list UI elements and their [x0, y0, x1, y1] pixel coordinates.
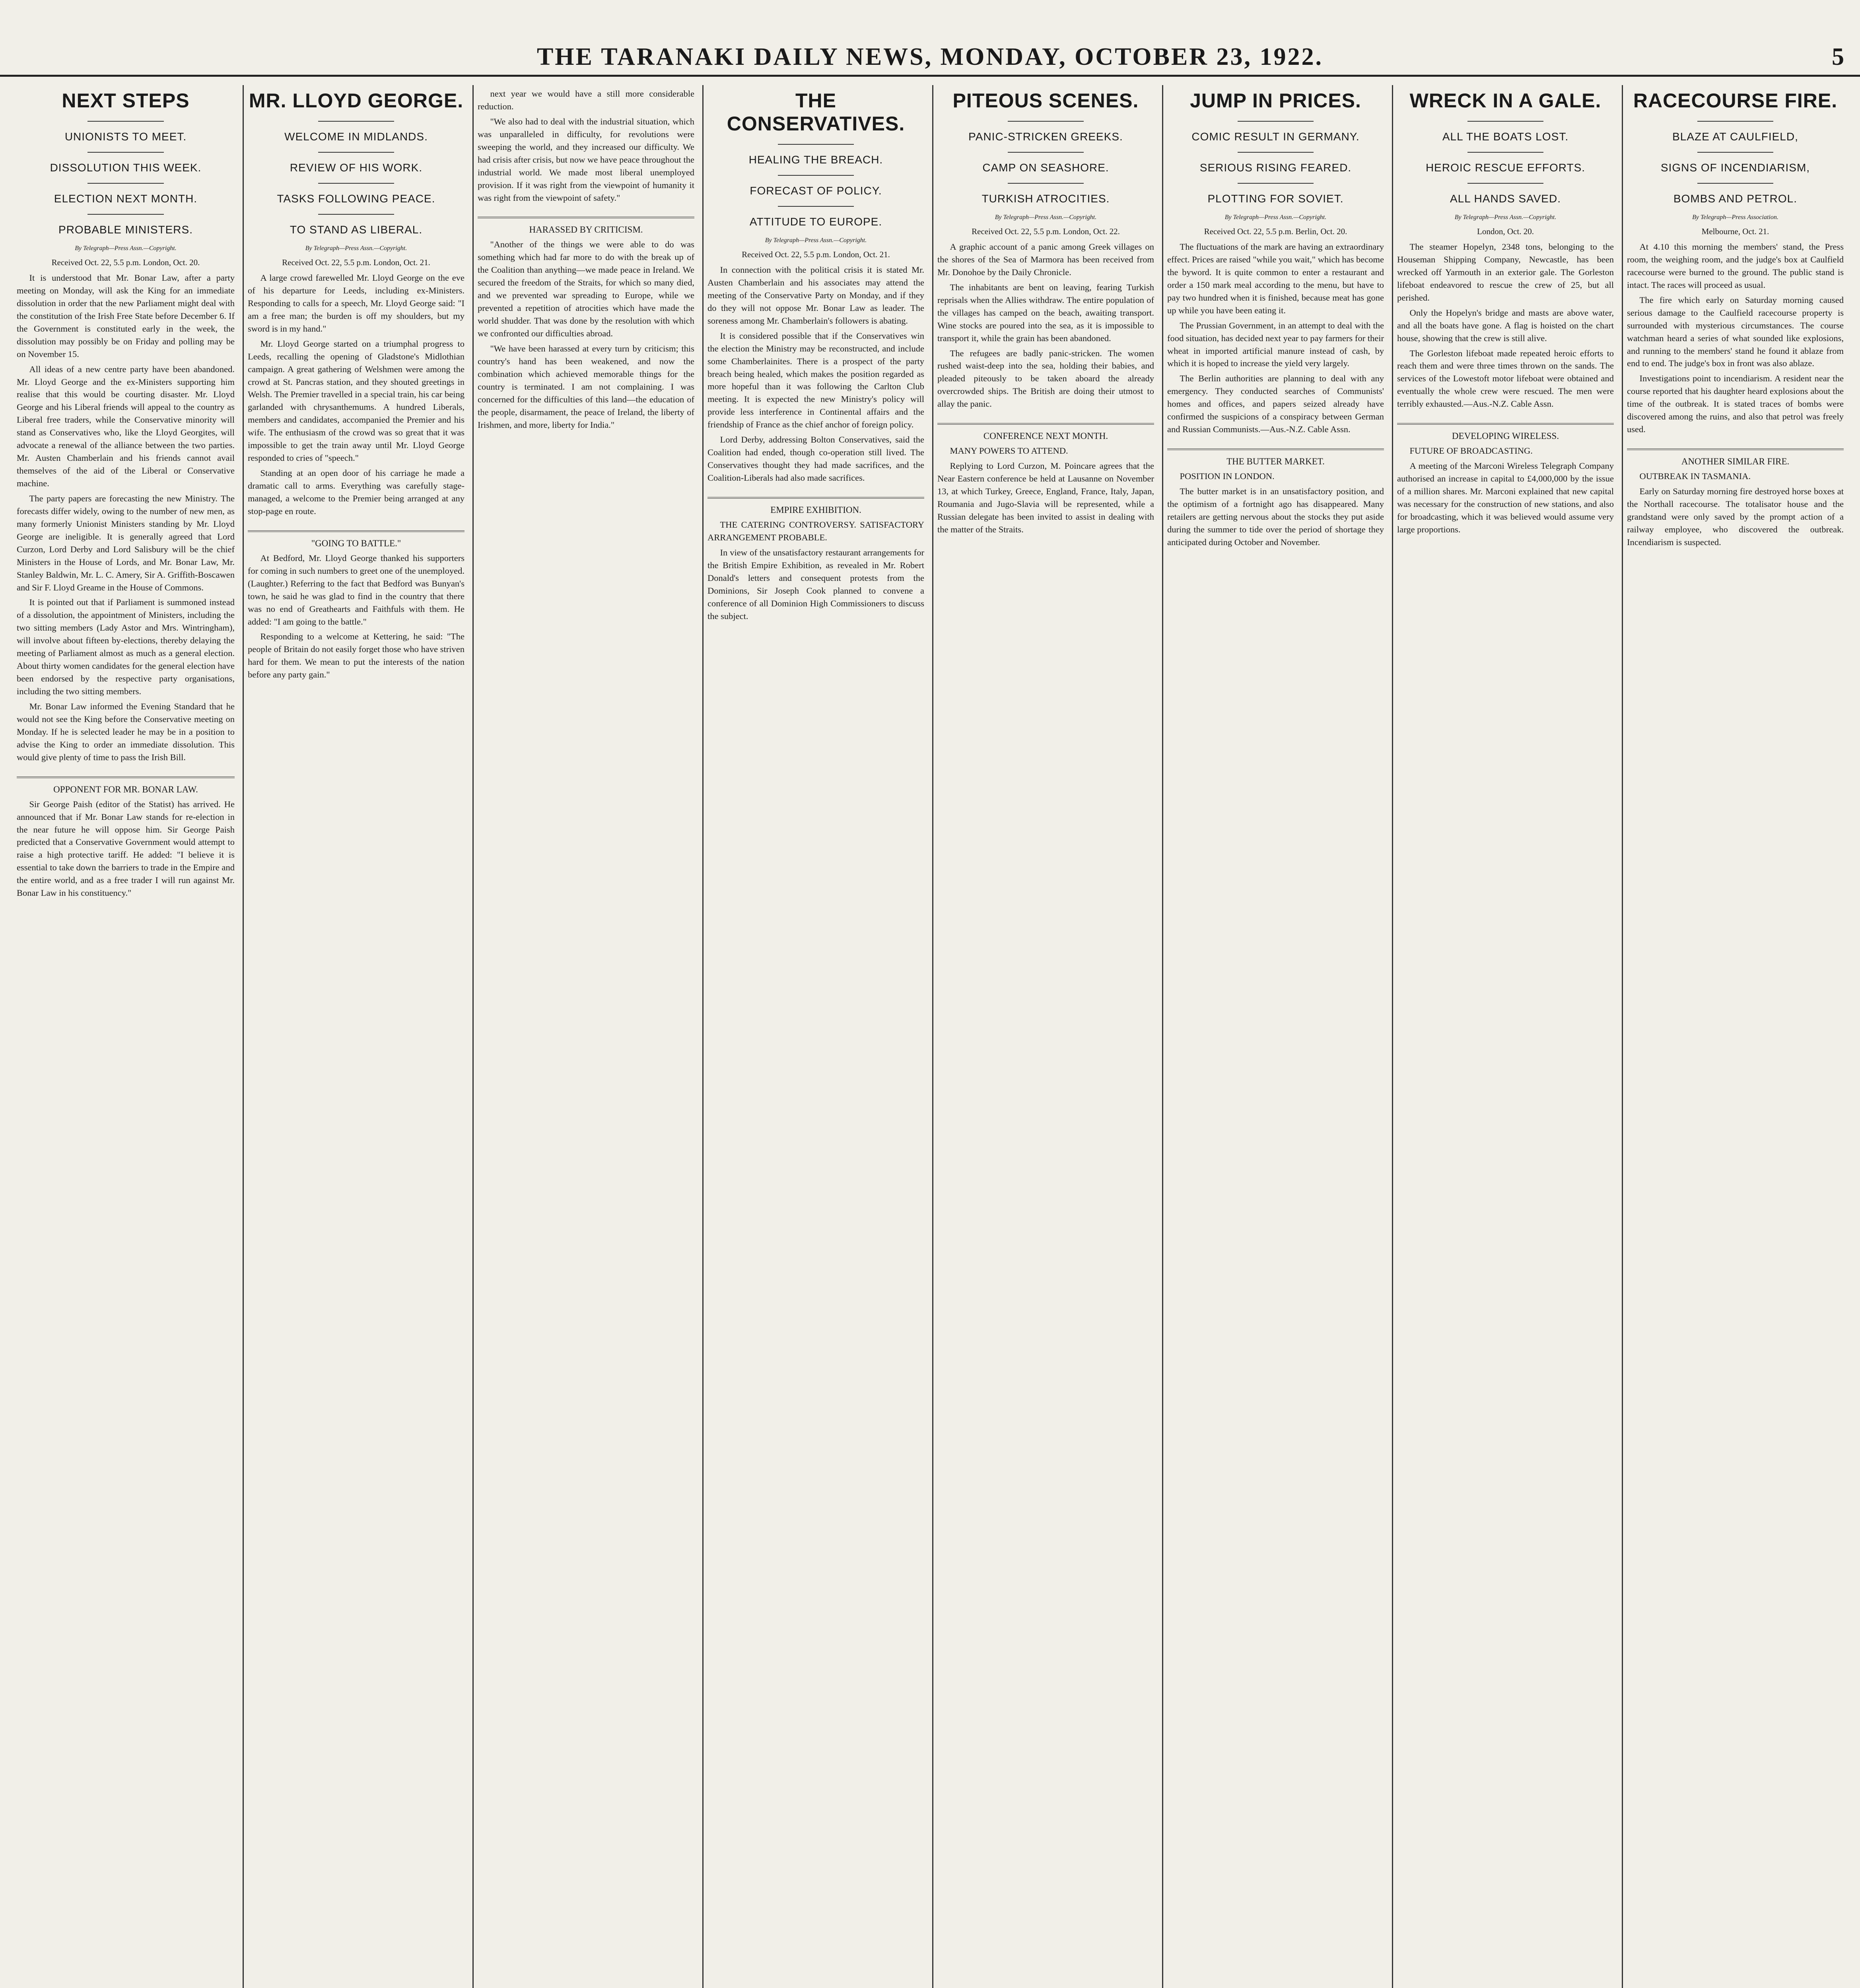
article-paragraph: The Prussian Government, in an attempt to deal with the food situation, has decided next year to pay farmers for their wheat in imported artificial manure instead of cash, by which it is hoped to increase the yield very largely.	[1167, 320, 1384, 369]
section-rule	[1627, 448, 1844, 450]
dateline: Received Oct. 22, 5.5 p.m. Berlin, Oct. 20.	[1204, 227, 1347, 236]
subheadline: PLOTTING FOR SOVIET.	[1207, 192, 1344, 205]
section-rule	[937, 423, 1154, 425]
subheadline: SIGNS OF INCENDIARISM,	[1660, 161, 1810, 174]
article-paragraph: The steamer Hopelyn, 2348 tons, belonging to the Houseman Shipping Company, Newcastle, has been wrecked off Yarmouth in an exterior gale. The Gorleston lifeboat endeavored to rescue the crew of 25, but all perished.	[1397, 242, 1614, 303]
article-paragraph: Sir George Paish (editor of the Statist) has arrived. He announced that if Mr. Bonar Law stands for re-election in the near future he will oppose him. Sir George Paish predicted that a Conservative Government would attempt to raise a high protective tariff. He added: "I believe it is essential to take down the barriers to trade in the Empire and the entire world, and as a free trader I will run against Mr. Bonar Law in his constituency."	[17, 799, 235, 898]
column-8	[1622, 85, 1848, 1988]
section-heading: EMPIRE EXHIBITION.	[770, 505, 861, 515]
subheadline: ATTITUDE TO EUROPE.	[749, 215, 882, 228]
dateline: Melbourne, Oct. 21.	[1701, 227, 1769, 236]
column-5	[932, 85, 1158, 1988]
article-paragraph: The butter market is in an unsatisfactory position, and the optimism of a fortnight ago has disappeared. Many retailers are getting nervous about the stocks they put aside during the summer to tide over the period of shortage they anticipated during October and November.	[1167, 486, 1384, 547]
section-rule	[1397, 423, 1614, 425]
article-paragraph: Responding to a welcome at Kettering, he said: "The people of Britain do not easily forget those who have striven hard for them. We mean to put the interests of the nation before any party gain."	[248, 631, 465, 680]
column-1	[13, 85, 239, 1988]
dateline: London, Oct. 20.	[1477, 227, 1534, 236]
byline: By Telegraph—Press Assn.—Copyright.	[1454, 214, 1557, 221]
section-rule	[478, 217, 694, 218]
subheadline: FORECAST OF POLICY.	[750, 184, 882, 197]
headline-divider	[1238, 152, 1314, 153]
headline-divider	[87, 121, 164, 122]
article-paragraph: "We have been harassed at every turn by criticism; this country's hand has been weakened, and now the combination which achieved memorable things for the country is terminated. I am not complaining. I was concerned for the difficulties of this land—the education of the people, disarmament, the peace of Ireland, the liberty of Irishmen, and more, liberty for India."	[478, 343, 694, 430]
headline-divider	[1467, 183, 1543, 184]
article-paragraph: Only the Hopelyn's bridge and masts are above water, and all the boats have gone. A flag is hoisted on the chart house, showing that the crew is still alive.	[1397, 307, 1614, 343]
subheadline: CAMP ON SEASHORE.	[982, 161, 1109, 174]
section-rule	[248, 530, 465, 532]
headline-divider	[318, 121, 394, 122]
headline-stack	[707, 89, 924, 228]
headline-divider	[1238, 183, 1314, 184]
subheadline: TO STAND AS LIBERAL.	[290, 223, 423, 236]
subheadline: ALL THE BOATS LOST.	[1442, 130, 1569, 143]
article-paragraph: MANY POWERS TO ATTEND.	[950, 446, 1068, 456]
page-number: 5	[1832, 43, 1844, 70]
headline-divider	[1467, 152, 1543, 153]
headline: WRECK IN A GALE.	[1409, 89, 1602, 112]
headline-divider	[87, 214, 164, 215]
article-paragraph: A graphic account of a panic among Greek villages on the shores of the Sea of Marmora has been received from Mr. Donohoe by the Daily Chronicle.	[937, 242, 1154, 277]
subheadline: PROBABLE MINISTERS.	[58, 223, 193, 236]
headline-stack	[1627, 89, 1844, 205]
section-heading: THE BUTTER MARKET.	[1226, 456, 1325, 467]
headline-divider	[778, 175, 854, 176]
byline: By Telegraph—Press Assn.—Copyright.	[995, 214, 1097, 221]
article-paragraph: Lord Derby, addressing Bolton Conservatives, said the Coalition had ended, though co-operation still lived. The Conservatives thought they had made sacrifices, and the Coalition-Liberals had also made sacrifices.	[707, 435, 924, 483]
article-paragraph: FUTURE OF BROADCASTING.	[1409, 446, 1533, 456]
article-paragraph: Early on Saturday morning fire destroyed horse boxes at the Northall racecourse. The totalisator house and the grandstand were only saved by the prompt action of a railway employee, who discovered the outbreak. Incendiarism is suspected.	[1627, 486, 1844, 547]
subheadline: TASKS FOLLOWING PEACE.	[277, 192, 435, 205]
subheadline: TURKISH ATROCITIES.	[982, 192, 1110, 205]
article-paragraph: Investigations point to incendiarism. A resident near the course reported that his daughter heard explosions about the time of the outbreak. It is stated traces of bombs were discovered among the ruins, and also that petrol was freely used.	[1627, 373, 1844, 435]
article-paragraph: "We also had to deal with the industrial situation, which was unparalleled in difficulty, for revolutions were sweeping the world, and they increased our difficulty. We had crisis after crisis, but now we have peace throughout the industrial world. We made most liberal unemployed provision. If it was right from the viewpoint of humanity it was right from the viewpoint of safety."	[478, 116, 694, 203]
headline: THE CONSERVATIVES.	[727, 89, 905, 135]
column-6	[1162, 85, 1388, 1988]
headline: RACECOURSE FIRE.	[1633, 89, 1838, 112]
subheadline: HEALING THE BREACH.	[748, 153, 883, 166]
section-rule	[1167, 448, 1384, 450]
headline-divider	[318, 183, 394, 184]
article-paragraph: It is understood that Mr. Bonar Law, after a party meeting on Monday, will ask the King for an immediate dissolution in order that the new Parliament might deal with the constitution of the Irish Free State before December 6. If the Government is constituted early in the week, the dissolution may possibly be on Friday and polling may be on November 15.	[17, 273, 235, 359]
headline-divider	[1008, 121, 1084, 122]
subheadline: BLAZE AT CAULFIELD,	[1672, 130, 1798, 143]
section-heading: ANOTHER SIMILAR FIRE.	[1681, 456, 1790, 467]
article-paragraph: Replying to Lord Curzon, M. Poincare agrees that the Near Eastern conference be held at Lausanne on November 13, at which Turkey, Greece, England, France, Italy, Japan, Roumania and Jugo-Slavia will be represented, while a Russian delegate has been invited to assist in dealing with the matter of the Straits.	[937, 461, 1154, 534]
byline: By Telegraph—Press Assn.—Copyright.	[765, 237, 867, 244]
section-heading: "GOING TO BATTLE."	[311, 538, 401, 548]
headline-divider	[87, 183, 164, 184]
dateline: Received Oct. 22, 5.5 p.m. London, Oct. 21.	[282, 258, 430, 267]
subheadline: PANIC-STRICKEN GREEKS.	[968, 130, 1123, 143]
article-paragraph: THE CATERING CONTROVERSY. SATISFACTORY ARRANGEMENT PROBABLE.	[707, 519, 924, 542]
article-paragraph: The fluctuations of the mark are having an extraordinary effect. Prices are raised "while you wait," which has become the byword. It is quite common to enter a restaurant and order a 150 mark meal according to the menu, but have to pay two hundred when it is finished, because meat has gone up while you have been eating it.	[1167, 242, 1384, 315]
byline: By Telegraph—Press Assn.—Copyright.	[305, 245, 407, 252]
article-paragraph: The inhabitants are bent on leaving, fearing Turkish reprisals when the Allies withdraw. The entire population of the villages has camped on the beach, awaiting transport. Wine stocks are poured into the sea, as it is impossible to transport it, while the grain has been abandoned.	[937, 282, 1154, 343]
section-heading: CONFERENCE NEXT MONTH.	[983, 431, 1108, 441]
article-paragraph: The refugees are badly panic-stricken. The women rushed waist-deep into the sea, holding their babies, and pleaded piteously to be taken aboard the already overcrowded ships. The British are doing their utmost to allay the panic.	[937, 348, 1154, 409]
subheadline: BOMBS AND PETROL.	[1673, 192, 1798, 205]
section-rule	[17, 777, 235, 778]
headline-stack	[937, 89, 1154, 205]
article-paragraph: "Another of the things we were able to do was something which had far more to do with the break up of the Coalition than anything—we made peace in Ireland. We secured the freedom of the Straits, for which so many died, and we prevented war spreading to Europe, while we prevented a repetition of atrocities which have made the world shudder. That was done by the resolution with which we confronted our difficulties abroad.	[478, 239, 694, 338]
article-paragraph: At 4.10 this morning the members' stand, the Press room, the weighing room, and the judge's box at Caulfield racecourse were burned to the ground. The public stand is intact. The races will proceed as usual.	[1627, 242, 1844, 290]
headline-divider	[1008, 152, 1084, 153]
section-heading: DEVELOPING WIRELESS.	[1452, 431, 1559, 441]
headline: MR. LLOYD GEORGE.	[249, 89, 464, 112]
headline-divider	[87, 152, 164, 153]
article-paragraph: All ideas of a new centre party have been abandoned. Mr. Lloyd George and the ex-Ministers supporting him realise that this would be courting disaster. Mr. Lloyd George and his Liberal friends will appeal to the country as Liberal free traders, while the Conservative minority will stand as Conservatives who, like the Lloyd Georgites, will advocate a renewal of the alliance between the two parties. Mr. Austen Chamberlain and his friends cannot avail themselves of the aid of the Liberal or Conservative machine.	[17, 364, 235, 488]
dateline: Received Oct. 22, 5.5 p.m. London, Oct. 21.	[742, 250, 890, 259]
subheadline: WELCOME IN MIDLANDS.	[284, 130, 428, 143]
headline-divider	[778, 144, 854, 145]
columns-container	[0, 85, 1860, 1988]
article-paragraph: It is considered possible that if the Conservatives win the election the Ministry may be reconstructed, and include some Chamberlainites. There is a prospect of the party breach being healed, which makes the position regarded as more hopeful than it was following the Carlton Club meeting. It is expected the new Ministry's policy will provide less interference in Continental affairs and the friendship of France as the chief anchor of foreign policy.	[707, 330, 924, 430]
article-paragraph: It is pointed out that if Parliament is summoned instead of a dissolution, the appointment of Ministers, including the two sitting members (Lady Astor and Mrs. Wintringham), will involve about fifteen by-elections, thereby delaying the meeting of Parliament almost as much as a general election. About thirty women candidates for the general election have been endorsed by the respective party organisations, including the two sitting members.	[17, 597, 235, 696]
subheadline: REVIEW OF HIS WORK.	[290, 161, 423, 174]
article-paragraph: A large crowd farewelled Mr. Lloyd George on the eve of his departure for Leeds, including ex-Ministers. Responding to calls for a speech, Mr. Lloyd George said: "I am a free man; the burden is off my shoulders, but my sword is in my hand."	[248, 273, 465, 334]
subheadline: HEROIC RESCUE EFFORTS.	[1425, 161, 1586, 174]
article-paragraph: In connection with the political crisis it is stated Mr. Austen Chamberlain and his associates may attend the meeting of the Conservative Party on Monday, and if they do they will not oppose Mr. Bonar Law as leader. The soreness among Mr. Chamberlain's followers is abating.	[707, 265, 924, 326]
article-paragraph: OUTBREAK IN TASMANIA.	[1639, 471, 1751, 481]
article-paragraph: At Bedford, Mr. Lloyd George thanked his supporters for coming in such numbers to greet one of the unemployed. (Laughter.) Referring to the fact that Bedford was Bunyan's town, he said he was glad to find in the country that there was no end of Greathearts and Faithfuls with them. He added: "I am going to the battle."	[248, 553, 465, 627]
headline-divider	[1008, 183, 1084, 184]
article-paragraph: A meeting of the Marconi Wireless Telegraph Company authorised an increase in capital to £4,000,000 by the issue of a million shares. Mr. Marconi explained that new capital was necessary for the construction of new stations, and also for broadcasting, which it was believed would assume very large proportions.	[1397, 461, 1614, 534]
article-paragraph: The party papers are forecasting the new Ministry. The forecasts differ widely, owing to the number of new men, as many formerly Unionist Ministers standing by Mr. Lloyd George are ineligible. It is generally agreed that Lord Curzon, Lord Derby and Lord Salisbury will be the chief Ministers in the House of Lords, and Mr. Bonar Law, Mr. Stanley Baldwin, Mr. L. C. Amery, Sir A. Griffith-Boscawen and Sir F. Lloyd Greame in the House of Commons.	[17, 493, 235, 592]
headline-divider	[1467, 121, 1543, 122]
subheadline: UNIONISTS TO MEET.	[64, 130, 187, 143]
headline: NEXT STEPS	[62, 89, 190, 112]
headline-stack	[248, 89, 465, 236]
subheadline: COMIC RESULT IN GERMANY.	[1191, 130, 1360, 143]
headline-divider	[318, 214, 394, 215]
headline-stack	[1397, 89, 1614, 205]
subheadline: ALL HANDS SAVED.	[1450, 192, 1561, 205]
headline-stack	[17, 89, 235, 236]
headline-divider	[778, 206, 854, 207]
headline: JUMP IN PRICES.	[1190, 89, 1361, 112]
section-heading: OPPONENT FOR MR. BONAR LAW.	[53, 784, 198, 794]
headline-divider	[1697, 152, 1773, 153]
column-4	[702, 85, 928, 1988]
byline: By Telegraph—Press Association.	[1692, 214, 1778, 221]
article-paragraph: In view of the unsatisfactory restaurant arrangements for the British Empire Exhibition, as revealed in Mr. Robert Donald's letters and consequent protests from the Dominions, Sir Joseph Cook planned to convene a conference of all Dominion High Commissioners to discuss the subject.	[707, 547, 924, 621]
article-paragraph: POSITION IN LONDON.	[1180, 471, 1275, 481]
section-heading: HARASSED BY CRITICISM.	[529, 225, 643, 235]
dateline: Received Oct. 22, 5.5 p.m. London, Oct. 20.	[51, 258, 200, 267]
article-paragraph: The Berlin authorities are planning to deal with any emergency. They conducted searches of Communists' homes and offices, and papers seized already have confirmed the suspicions of a conspiracy between German and Russian Communists.—Aus.-N.Z. Cable Assn.	[1167, 373, 1384, 435]
headline-stack	[1167, 89, 1384, 205]
dateline: Received Oct. 22, 5.5 p.m. London, Oct. 22.	[972, 227, 1120, 236]
headline: PITEOUS SCENES.	[952, 89, 1139, 112]
subheadline: ELECTION NEXT MONTH.	[54, 192, 198, 205]
subheadline: DISSOLUTION THIS WEEK.	[50, 161, 202, 174]
column-7	[1392, 85, 1618, 1988]
headline-divider	[1238, 121, 1314, 122]
column-3	[472, 85, 698, 1988]
article-paragraph: Mr. Lloyd George started on a triumphal progress to Leeds, recalling the opening of Gladstone's Midlothian campaign. A great gathering of Welshmen were among the crowd at St. Pancras station, and they shouted greetings in Welsh. The Premier travelled in a special train, his car being garlanded with chrysanthemums. A hundred Liberals, members and candidates, accompanied the Premier and his wife. The enthusiasm of the crowd was so great that it was impossible to get the train away until Mr. Lloyd George responded to cries of "speech."	[248, 338, 465, 463]
headline-divider	[1697, 183, 1773, 184]
article-paragraph: Mr. Bonar Law informed the Evening Standard that he would not see the King before the Conservative meeting on Monday. If he is selected leader he may be in a position to advise the King to order an immediate dissolution. This would give plenty of time to pass the Irish Bill.	[17, 701, 235, 762]
byline: By Telegraph—Press Assn.—Copyright.	[1224, 214, 1327, 221]
masthead	[0, 43, 1860, 77]
headline-divider	[318, 152, 394, 153]
column-2	[243, 85, 468, 1988]
masthead-title: THE TARANAKI DAILY NEWS, MONDAY, OCTOBER 23, 1922.	[536, 43, 1324, 70]
article-paragraph: next year we would have a still more considerable reduction.	[478, 89, 694, 111]
article-paragraph: The fire which early on Saturday morning caused serious damage to the Caulfield racecourse property is surrounded with mysterious circumstances. The course watchman heard a series of what sounded like explosions, and running to the members' stand he found it ablaze from end to end. The judge's box in front was also ablaze.	[1627, 295, 1844, 369]
byline: By Telegraph—Press Assn.—Copyright.	[75, 245, 177, 252]
headline-divider	[1697, 121, 1773, 122]
subheadline: SERIOUS RISING FEARED.	[1199, 161, 1352, 174]
article-paragraph: Standing at an open door of his carriage he made a dramatic call to arms. Everything was carefully stage-managed, a welcome to the Premier being arranged at any stop-page en route.	[248, 468, 465, 516]
section-rule	[707, 497, 924, 499]
article-paragraph: The Gorleston lifeboat made repeated heroic efforts to reach them and were three times thrown on the sands. The services of the Lowestoft motor lifeboat were obtained and eventually the whole crew were rescued. The men were terribly exhausted.—Aus.-N.Z. Cable Assn.	[1397, 348, 1614, 409]
